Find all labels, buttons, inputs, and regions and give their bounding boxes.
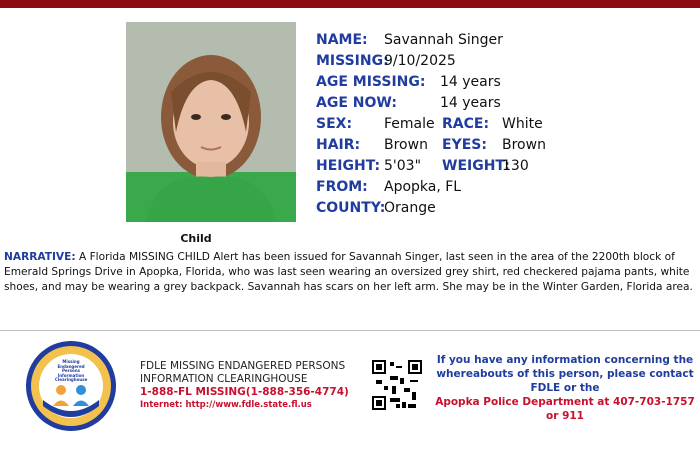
contact-line2: FDLE or the — [530, 382, 600, 394]
missing-date-label: MISSING: — [316, 53, 389, 69]
hair-label: HAIR: — [316, 137, 361, 153]
qr-code-icon[interactable] — [372, 360, 422, 410]
sex-label: SEX: — [316, 116, 353, 132]
name-value: Savannah Singer — [384, 32, 503, 48]
county-label: COUNTY: — [316, 200, 386, 216]
contact-line1: If you have any information concerning the whereabouts of this person, please contact — [436, 354, 694, 380]
narrative — [4, 250, 696, 295]
police-contact: Apopka Police Department at 407-703-1757 or 911 — [435, 396, 695, 422]
logo-caption: Missing Endangered Persons Information Clearinghouse — [55, 359, 88, 382]
fdle-contact-block — [140, 360, 370, 412]
narrative-label: NARRATIVE: — [4, 251, 76, 263]
sex-value: Female — [384, 116, 435, 132]
weight-value: 130 — [502, 158, 529, 174]
website-link[interactable]: Internet: http://www.fdle.state.fl.us — [140, 400, 312, 410]
missing-date-value: 9/10/2025 — [384, 53, 456, 69]
weight-label: WEIGHT: — [442, 158, 510, 174]
race-value: White — [502, 116, 543, 132]
top-banner-bar — [0, 0, 700, 8]
race-label: RACE: — [442, 116, 490, 132]
age-missing-value: 14 years — [440, 74, 501, 90]
name-label: NAME: — [316, 32, 368, 48]
photo-caption: Child — [180, 232, 212, 245]
org-name-line1: FDLE MISSING ENDANGERED PERSONS — [140, 360, 346, 372]
from-value: Apopka, FL — [384, 179, 462, 195]
footer-divider — [0, 330, 700, 331]
from-label: FROM: — [316, 179, 368, 195]
age-now-label: AGE NOW: — [316, 95, 397, 111]
hotline-phone: 1-888-FL MISSING(1-888-356-4774) — [140, 386, 349, 398]
county-value: Orange — [384, 200, 436, 216]
height-label: HEIGHT: — [316, 158, 381, 174]
narrative-text: A Florida MISSING CHILD Alert has been issued for Savannah Singer, last seen in the area of the 2200th block of Emerald Springs Drive in Apopka, Florida, who was last seen wearing an oversized grey shirt, red checkered pajama pants, white shoes, and may be wearing a grey backpack. Savannah has scars on her left arm. She may be in the Winter Garden, Florida area. — [4, 251, 693, 293]
height-value: 5'03" — [384, 158, 422, 174]
eyes-label: EYES: — [442, 137, 487, 153]
missing-child-photo — [126, 22, 296, 222]
age-now-value: 14 years — [440, 95, 501, 111]
hair-value: Brown — [384, 137, 428, 153]
org-name-line2: INFORMATION CLEARINGHOUSE — [140, 373, 308, 385]
age-missing-label: AGE MISSING: — [316, 74, 426, 90]
eyes-value: Brown — [502, 137, 546, 153]
fdle-clearinghouse-logo-icon — [25, 340, 117, 432]
contact-instructions — [432, 353, 698, 423]
